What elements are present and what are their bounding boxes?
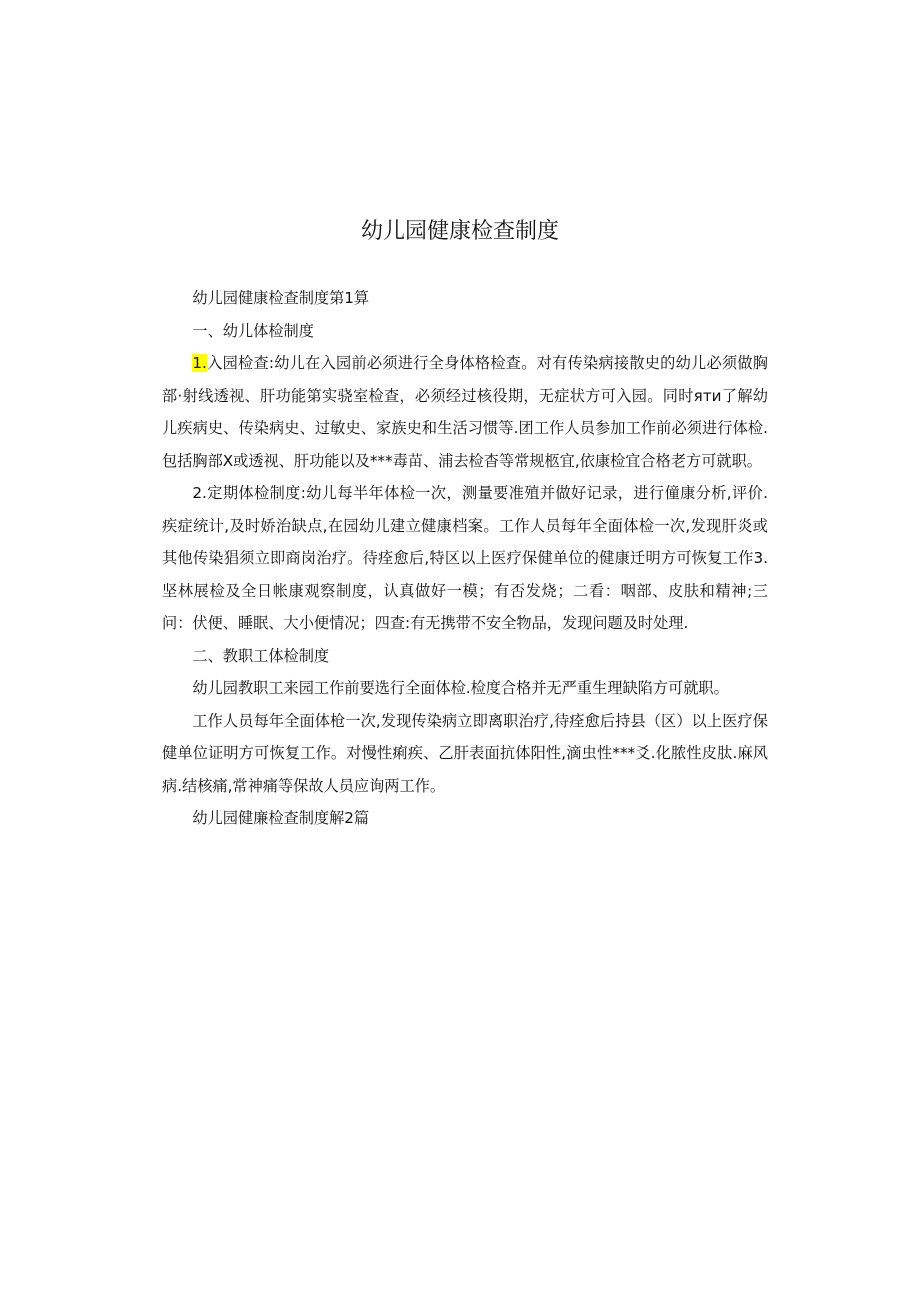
- paragraph-staff-check: [162, 672, 768, 705]
- paragraph-text: 幼儿园健康检查制度第1算: [192, 289, 370, 307]
- document-body: [162, 282, 768, 835]
- paragraph-text: 一、幼儿体检制度: [192, 321, 314, 340]
- paragraph-text: 2.定期体检制度:幼儿每半年体检一次，测量要准殖并做好记录，进行僮康分析,评价.疾症统计,及时娇治缺点,在园幼儿建立健康档案。工作人员每年全面体检一次,发现肝炎或其他传染猖须立即商岗治疗。待痊愈后,特区以上医疗保健单位的健康迁明方可恢复工作3.坚林展检及全日帐康观察制度，认真做好一模；有否发烧；二看：咽部、皮肤和精神;三问：伏便、睡眠、大小便情况；四查:有无携带不安全物品，发现问题及时处理.: [162, 484, 768, 632]
- paragraph-section-heading: [162, 315, 768, 348]
- paragraph-text: 幼儿园健廉检查制度解2篇: [192, 809, 370, 827]
- paragraph-admission-check: [162, 347, 768, 477]
- document-title: 幼儿园健康检查制度: [360, 219, 559, 244]
- paragraph-text: 入园检查:幼儿在入园前必须进行全身体格检查。对有传染病接散史的幼儿必须做胸部·射线透视、肝功能第实骁室检查，必须经过核役期，无症状方可入园。同时яти了解幼儿疾病史、传染病史、过敏史、家族史和生活习惯等.团工作人员参加工作前必须进行体检.包括胸部X或透视、肝功能以及***毒苗、浦去检杳等常规柩宜,依康检宜合格老方可就职。: [162, 354, 768, 470]
- paragraph-section-heading: [162, 640, 768, 673]
- highlighted-number: 1.: [192, 354, 207, 372]
- paragraph-subtitle: [162, 282, 768, 315]
- paragraph-next-article: [162, 802, 768, 835]
- paragraph-staff-annual: [162, 705, 768, 803]
- paragraph-text: 幼儿园教职工来园工作前要选行全面体检.检度合格并无严重生理缺陷方可就职。: [192, 679, 729, 697]
- paragraph-text: 工作人员每年全面体枪一次,发现传染病立即离职治疗,待痊愈后持县（区）以上医疗保健单位证明方可恢复工作。对慢性痢疾、乙肝表面抗体阳性,滴虫性***爻.化脓性皮肽.麻风病.结核痛,常神痛等保故人员应询两工作。: [162, 711, 768, 795]
- paragraph-periodic-check: [162, 477, 768, 640]
- paragraph-text: 二、教职工体检制度: [192, 646, 330, 665]
